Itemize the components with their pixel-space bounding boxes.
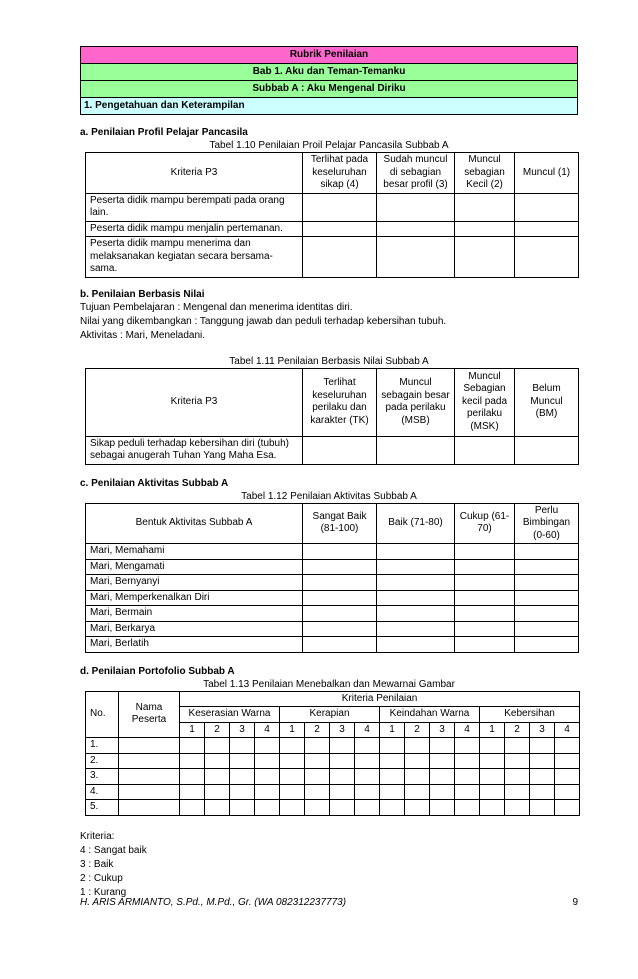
- table-1-11: [85, 368, 579, 465]
- col-header: Perlu Bimbingan (0-60): [515, 503, 579, 544]
- table-1-11-caption: Tabel 1.11 Penilaian Berbasis Nilai Subbab A: [229, 355, 429, 367]
- col-header: Muncul sebagian Kecil (2): [455, 153, 515, 194]
- group-header: Keserasian Warna: [180, 707, 280, 723]
- col-header-no: No.: [86, 691, 119, 738]
- table-1-12: [85, 503, 579, 653]
- table-row-label: Peserta didik mampu berempati pada orang lain.: [86, 193, 303, 221]
- footer-author: H. ARIS ARMIANTO, S.Pd., M.Pd., Gr. (WA 082312237773): [80, 897, 347, 908]
- subchapter-title: Subbab A : Aku Mengenal Diriku: [81, 81, 578, 98]
- chapter-title: Bab 1. Aku dan Teman-Temanku: [81, 64, 578, 81]
- score-header: 1: [180, 722, 205, 738]
- col-header: Bentuk Aktivitas Subbab A: [86, 503, 303, 544]
- score-header: 3: [430, 722, 455, 738]
- score-header: 4: [255, 722, 280, 738]
- table-row-no: 5.: [86, 800, 119, 816]
- col-header: Cukup (61-70): [455, 503, 515, 544]
- score-header: 1: [380, 722, 405, 738]
- table-1-13-caption: Tabel 1.13 Penilaian Menebalkan dan Mewarnai Gambar: [203, 678, 455, 690]
- col-header: Kriteria P3: [86, 368, 303, 436]
- table-row-label: Mari, Memahami: [86, 544, 303, 560]
- section-a-heading: a. Penilaian Profil Pelajar Pancasila: [80, 127, 248, 138]
- col-header: Muncul (1): [515, 153, 579, 194]
- section-title: 1. Pengetahuan dan Keterampilan: [81, 98, 578, 115]
- table-1-10: [85, 152, 579, 278]
- score-header: 2: [205, 722, 230, 738]
- score-header: 4: [555, 722, 580, 738]
- score-header: 1: [480, 722, 505, 738]
- table-row-label: Mari, Bermain: [86, 606, 303, 622]
- rubric-title: Rubrik Penilaian: [81, 47, 578, 64]
- table-row-no: 3.: [86, 769, 119, 785]
- group-header: Kerapian: [280, 707, 380, 723]
- page-footer: [80, 897, 578, 908]
- kriteria-item: 1 : Kurang: [80, 886, 127, 898]
- table-row-label: Mari, Berlatih: [86, 637, 303, 653]
- table-1-13: [85, 691, 580, 816]
- col-header: Terlihat keseluruhan perilaku dan karakter (TK): [303, 368, 377, 436]
- score-header: 1: [280, 722, 305, 738]
- kriteria-item: 2 : Cukup: [80, 872, 123, 884]
- score-header: 3: [530, 722, 555, 738]
- score-header: 3: [330, 722, 355, 738]
- tujuan-text: Tujuan Pembelajaran : Mengenal dan menerima identitas diri.: [80, 301, 353, 313]
- table-row-no: 2.: [86, 753, 119, 769]
- table-row-label: Sikap peduli terhadap kebersihan diri (tubuh) sebagai anugerah Tuhan Yang Maha Esa.: [86, 436, 303, 464]
- col-header: Belum Muncul (BM): [515, 368, 579, 436]
- kriteria-item: 4 : Sangat baik: [80, 844, 147, 856]
- nilai-text: Nilai yang dikembangkan : Tanggung jawab dan peduli terhadap kebersihan tubuh.: [80, 315, 447, 327]
- table-row-no: 1.: [86, 738, 119, 754]
- col-header-kriteria: Kriteria Penilaian: [180, 691, 580, 707]
- aktivitas-text: Aktivitas : Mari, Meneladani.: [80, 329, 206, 341]
- col-header: Terlihat pada keseluruhan sikap (4): [303, 153, 377, 194]
- section-b-heading: b. Penilaian Berbasis Nilai: [80, 288, 205, 300]
- col-header: Sudah muncul di sebagian besar profil (3): [377, 153, 455, 194]
- rubric-header: [80, 46, 578, 115]
- score-header: 2: [305, 722, 330, 738]
- table-row-label: Peserta didik mampu menjalin pertemanan.: [86, 221, 303, 237]
- section-c-heading: c. Penilaian Aktivitas Subbab A: [80, 477, 229, 489]
- table-row-label: Mari, Memperkenalkan Diri: [86, 590, 303, 606]
- score-header: 2: [405, 722, 430, 738]
- col-header: Baik (71-80): [377, 503, 455, 544]
- section-d-heading: d. Penilaian Portofolio Subbab A: [80, 665, 235, 677]
- col-header: Muncul sebagain besar pada perilaku (MSB): [377, 368, 455, 436]
- col-header: Muncul Sebagian kecil pada perilaku (MSK): [455, 368, 515, 436]
- page-content: [80, 46, 578, 900]
- group-header: Kebersihan: [480, 707, 580, 723]
- score-header: 2: [505, 722, 530, 738]
- table-1-10-caption: Tabel 1.10 Penilaian Proil Pelajar Pancasila Subbab A: [209, 140, 449, 151]
- score-header: 3: [230, 722, 255, 738]
- table-1-12-caption: Tabel 1.12 Penilaian Aktivitas Subbab A: [241, 490, 417, 502]
- page-number: 9: [572, 897, 578, 908]
- score-header: 4: [455, 722, 480, 738]
- col-header: Kriteria P3: [86, 153, 303, 194]
- table-row-no: 4.: [86, 784, 119, 800]
- kriteria-item: 3 : Baik: [80, 858, 114, 870]
- col-header: Sangat Baik (81-100): [303, 503, 377, 544]
- kriteria-title: Kriteria:: [80, 830, 115, 842]
- group-header: Keindahan Warna: [380, 707, 480, 723]
- score-header: 4: [355, 722, 380, 738]
- table-row-label: Mari, Mengamati: [86, 559, 303, 575]
- table-row-label: Mari, Bernyanyi: [86, 575, 303, 591]
- col-header-nama: Nama Peserta: [119, 691, 180, 738]
- table-row-label: Mari, Berkarya: [86, 621, 303, 637]
- table-row-label: Peserta didik mampu menerima dan melaksanakan kegiatan secara bersama-sama.: [86, 237, 303, 278]
